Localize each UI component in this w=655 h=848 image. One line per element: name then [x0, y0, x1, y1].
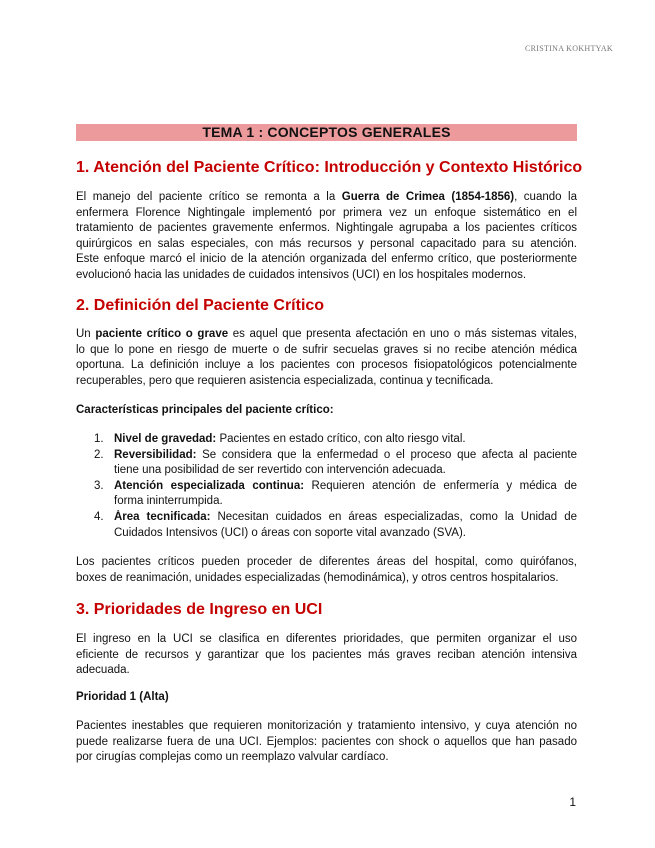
paragraph-line: eficiente de recursos y garantizar que los pacientes más graves reciban atención intensiva — [76, 648, 577, 661]
paragraph-line: El ingreso en la UCI se clasifica en diferentes prioridades, que permiten organizar el uso — [76, 633, 577, 645]
chapter-banner: TEMA 1 : CONCEPTOS GENERALES — [76, 124, 577, 141]
paragraph-line: El manejo del paciente crítico se remonta a la Guerra de Crimea (1854-1856), cuando la — [76, 191, 577, 203]
list-item — [94, 448, 577, 479]
section-2-heading: 2. Definición del Paciente Crítico — [76, 297, 325, 314]
list-item-line: tiene una posibilidad de ser revertido con intervención adecuada. — [114, 464, 446, 477]
list-item-term: Nivel de gravedad: — [114, 433, 217, 445]
paragraph-line: oportuna. La definición incluye a los pacientes con procesos fisiopatológicos potencialmente — [76, 359, 577, 372]
paragraph-line: Este enfoque marcó el inicio de la atención organizada del enfermo crítico, que posteriormente — [76, 253, 577, 266]
paragraph-line: puede realizarse fuera de una UCI. Ejemplos: pacientes con shock o aquellos que han pasado — [76, 735, 577, 748]
list-number: 3. — [94, 479, 104, 492]
paragraph-line: tratamiento de pacientes gravemente enfermos. Nightingale agrupaba a los pacientes críticos — [76, 222, 577, 235]
section-2-paragraph — [76, 327, 577, 389]
paragraph-line: enfermera Florence Nightingale implementó por primera vez un enfoque sistemático en el — [76, 206, 577, 219]
list-item-line: Nivel de gravedad: Pacientes en estado crítico, con alto riesgo vital. — [114, 433, 466, 445]
list-item — [94, 510, 577, 541]
section-1-heading: 1. Atención del Paciente Crítico: Introducción y Contexto Histórico — [76, 159, 583, 176]
section-3-paragraph — [76, 632, 577, 679]
section-2-closing — [76, 555, 577, 586]
section-1-paragraph — [76, 190, 577, 284]
paragraph-line: Pacientes inestables que requieren monitorización y tratamiento intensivo, y cuya atención no — [76, 720, 577, 732]
paragraph-line: quirúrgicos en salas especiales, con más recursos y personal capacitado para su atención. — [76, 237, 577, 250]
priority-1-paragraph — [76, 719, 577, 766]
paragraph-line: adecuada. — [76, 664, 130, 677]
paragraph-line: Un paciente crítico o grave es aquel que presenta afectación en uno o más sistemas vitales, — [76, 328, 577, 340]
paragraph-line: recuperables, pero que requieren asistencia especializada, continua y tecnificada. — [76, 374, 494, 387]
paragraph-line: evolucionó hacia las unidades de cuidados intensivos (UCI) en los hospitales modernos. — [76, 268, 527, 281]
characteristics-label: Características principales del paciente crítico: — [76, 404, 334, 416]
list-item-term: Atención especializada continua: — [114, 479, 305, 492]
paragraph-line: por cirugías complejas como un reemplazo valvular cardíaco. — [76, 751, 389, 764]
paragraph-line: boxes de reanimación, unidades especializadas (hemodinámica), y otros centros hospitalarios. — [76, 571, 559, 584]
list-item-line: Área tecnificada: Necesitan cuidados en áreas especializadas, como la Unidad de — [114, 510, 577, 523]
paragraph-line: lo que lo pone en riesgo de muerte o de sufrir secuelas graves si no recibe atención médica — [76, 343, 577, 356]
list-item-line: Reversibilidad: Se considera que la enfermedad o el proceso que afecta al paciente — [114, 448, 577, 461]
list-number: 1. — [94, 433, 104, 445]
author-header: CRISTINA KOKHTYAK — [525, 44, 613, 53]
priority-1-label: Prioridad 1 (Alta) — [76, 691, 169, 703]
list-number: 4. — [94, 510, 104, 523]
list-item-line: forma ininterrumpida. — [114, 495, 223, 508]
paragraph-line: Los pacientes críticos pueden proceder de diferentes áreas del hospital, como quirófanos, — [76, 556, 577, 568]
list-item-line: Atención especializada continua: Requieren atención de enfermería y médica de — [114, 479, 577, 492]
list-item — [94, 432, 577, 448]
section-3-heading: 3. Prioridades de Ingreso en UCI — [76, 601, 323, 618]
characteristics-list — [94, 432, 577, 541]
list-item-term: Reversibilidad: — [114, 448, 197, 461]
list-item-line: Cuidados Intensivos (UCI) o áreas con soporte vital avanzado (SVA). — [114, 526, 466, 539]
list-number: 2. — [94, 448, 104, 461]
page-number: 1 — [569, 795, 576, 809]
list-item — [94, 479, 577, 510]
list-item-term: Área tecnificada: — [114, 510, 211, 523]
